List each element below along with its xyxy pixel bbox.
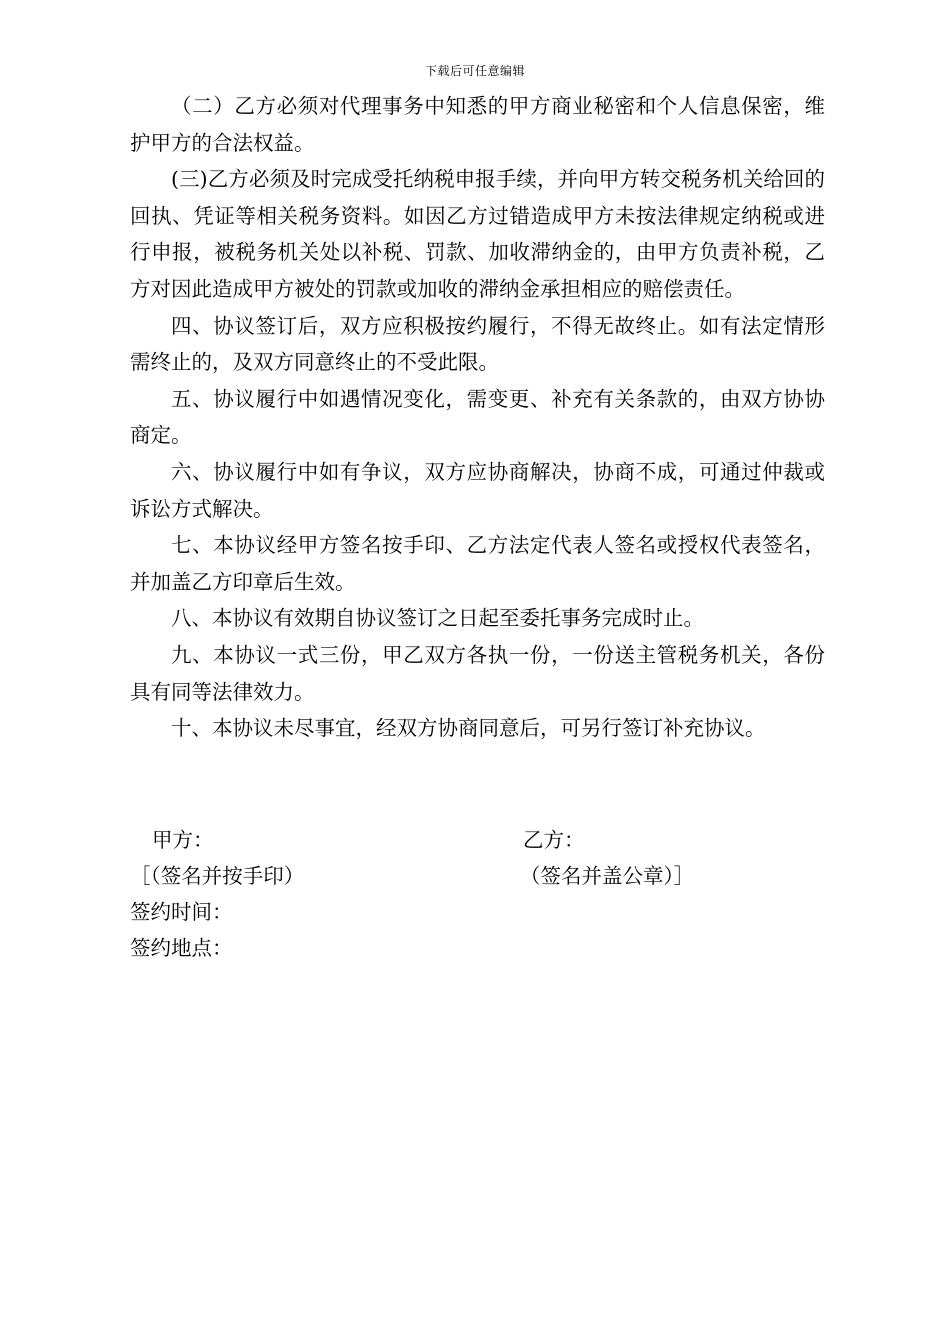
header-note: 下载后可任意编辑: [424, 64, 525, 78]
clause-7-effectiveness: 七、本协议经甲方签名按手印、乙方法定代表人签名或授权代表签名，并加盖乙方印章后生效。: [130, 533, 825, 594]
clause-5-amendment: 五、协议履行中如遇情况变化，需变更、补充有关条款的，由双方协协商定。: [130, 386, 825, 448]
signing-place-label: 签约地点：: [130, 936, 233, 960]
clause-3-tax-filing: (三)乙方必须及时完成受托纳税申报手续，并向甲方转交税务机关给回的回执、凭证等相关税务资料。如因乙方过错造成甲方未按法律规定纳税或进行申报，被税务机关处以补税、罚款、加收滞纳金的，由甲方负责补税，乙方对因此造成甲方被处的罚款或加收的滞纳金承担相应的赔偿责任。: [130, 167, 825, 301]
clause-2-confidentiality: （二）乙方必须对代理事务中知悉的甲方商业秘密和个人信息保密，维护甲方的合法权益。: [130, 94, 825, 155]
party-b-sign-instruction: （签名并盖公章）］: [520, 864, 695, 888]
agreement-body: [130, 88, 825, 747]
party-a-label: 甲方：: [152, 828, 214, 852]
clause-10-supplement: 十、本协议未尽事宜，经双方协商同意后，可另行签订补充协议。: [171, 716, 766, 741]
party-b-label: 乙方：: [523, 828, 585, 852]
signing-date-label: 签约时间：: [130, 900, 233, 924]
clause-6-dispute: 六、协议履行中如有争议，双方应协商解决，协商不成，可通过仲裁或诉讼方式解决。: [130, 459, 825, 521]
clause-8-validity-period: 八、本协议有效期自协议签订之日起至委托事务完成时止。: [171, 606, 704, 631]
party-a-sign-instruction: ［（签名并按手印）: [130, 864, 305, 888]
clause-9-copies: 九、本协议一式三份，甲乙双方各执一份，一份送主管税务机关，各份具有同等法律效力。: [130, 642, 825, 704]
clause-4-termination: 四、协议签订后，双方应积极按约履行，不得无故终止。如有法定情形需终止的，及双方同意终止的不受此限。: [130, 313, 825, 375]
